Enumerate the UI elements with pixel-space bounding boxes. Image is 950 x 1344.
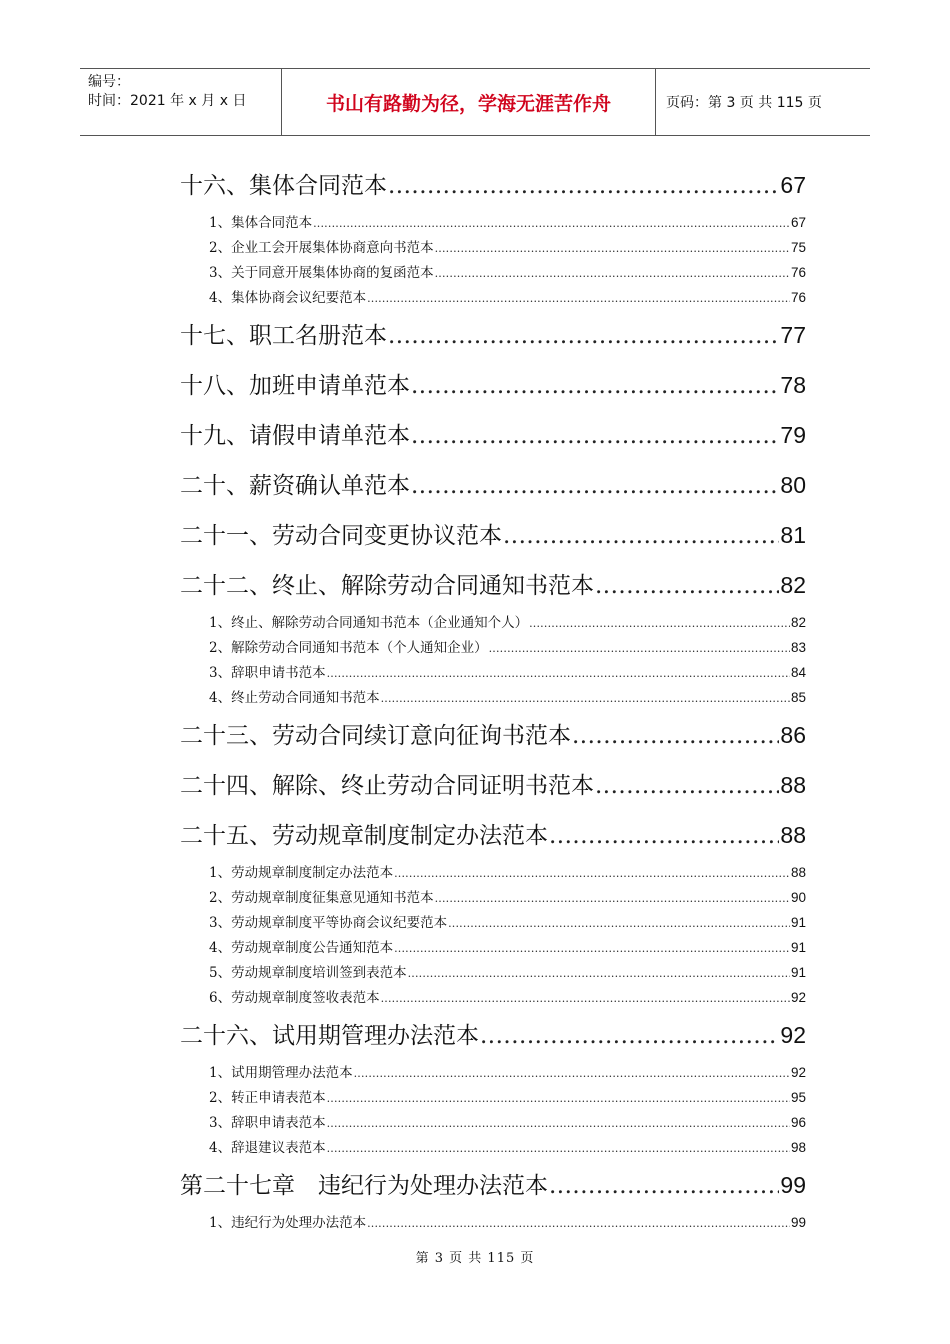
toc-entry-title: 二十六、试用期管理办法范本 [180, 1023, 479, 1049]
toc-leader-dots [388, 311, 779, 361]
toc-entry-page: 95 [790, 1090, 806, 1105]
toc-entry-page: 92 [790, 1065, 806, 1080]
toc-section-entry[interactable] [180, 910, 806, 935]
toc-entry-title: 十六、集体合同范本 [180, 173, 387, 199]
toc-chapter-entry[interactable] [180, 710, 806, 760]
toc-entry-title: 十七、职工名册范本 [180, 323, 387, 349]
toc-entry-page: 84 [790, 665, 806, 680]
toc-leader-dots [367, 286, 790, 311]
toc-section-entry[interactable] [180, 1110, 806, 1135]
toc-chapter-entry[interactable] [180, 360, 806, 410]
toc-entry-title: 3、关于同意开展集体协商的复函范本 [209, 265, 434, 281]
toc-section-entry[interactable] [180, 1210, 806, 1235]
toc-leader-dots [313, 211, 790, 236]
toc-entry-page: 76 [790, 290, 806, 305]
toc-entry-page: 67 [790, 215, 806, 230]
toc-entry-title: 1、试用期管理办法范本 [209, 1065, 353, 1081]
toc-entry-title: 3、辞职申请书范本 [209, 665, 326, 681]
toc-entry-page: 88 [780, 772, 806, 798]
toc-chapter-entry[interactable] [180, 760, 806, 810]
toc-entry-title: 4、终止劳动合同通知书范本 [209, 690, 380, 706]
toc-leader-dots [327, 1111, 790, 1136]
toc-entry-page: 82 [780, 572, 806, 598]
toc-entry-title: 5、劳动规章制度培训签到表范本 [209, 965, 407, 981]
toc-entry-page: 81 [780, 522, 806, 548]
toc-entry-page: 88 [780, 822, 806, 848]
toc-leader-dots [503, 511, 779, 561]
toc-leader-dots [327, 1086, 790, 1111]
toc-entry-title: 6、劳动规章制度签收表范本 [209, 990, 380, 1006]
toc-chapter-entry[interactable] [180, 510, 806, 560]
toc-entry-title: 1、终止、解除劳动合同通知书范本（企业通知个人） [209, 615, 529, 631]
toc-entry-page: 96 [790, 1115, 806, 1130]
toc-entry-page: 92 [790, 990, 806, 1005]
toc-entry-title: 3、辞职申请表范本 [209, 1115, 326, 1131]
document-header [80, 68, 870, 136]
toc-section-entry[interactable] [180, 860, 806, 885]
toc-leader-dots [549, 1161, 779, 1211]
toc-entry-page: 86 [780, 722, 806, 748]
toc-leader-dots [367, 1211, 790, 1236]
toc-chapter-entry[interactable] [180, 160, 806, 210]
toc-entry-title: 第二十七章 违纪行为处理办法范本 [180, 1173, 548, 1199]
toc-entry-page: 99 [790, 1215, 806, 1230]
toc-entry-page: 78 [780, 372, 806, 398]
toc-leader-dots [327, 1136, 790, 1161]
toc-leader-dots [394, 936, 790, 961]
toc-section-entry[interactable] [180, 935, 806, 960]
toc-leader-dots [529, 611, 790, 636]
toc-entry-page: 91 [790, 965, 806, 980]
header-meta [80, 69, 282, 135]
toc-section-entry[interactable] [180, 285, 806, 310]
toc-section-entry[interactable] [180, 1085, 806, 1110]
toc-chapter-entry[interactable] [180, 1010, 806, 1060]
toc-entry-title: 十八、加班申请单范本 [180, 373, 410, 399]
toc-leader-dots [549, 811, 779, 861]
toc-leader-dots [435, 236, 790, 261]
toc-entry-title: 1、集体合同范本 [209, 215, 313, 231]
toc-chapter-entry[interactable] [180, 410, 806, 460]
toc-section-entry[interactable] [180, 660, 806, 685]
toc-leader-dots [381, 986, 790, 1011]
toc-entry-title: 2、劳动规章制度征集意见通知书范本 [209, 890, 434, 906]
toc-section-entry[interactable] [180, 1060, 806, 1085]
toc-leader-dots [595, 761, 779, 811]
toc-entry-title: 2、企业工会开展集体协商意向书范本 [209, 240, 434, 256]
toc-entry-page: 88 [790, 865, 806, 880]
toc-chapter-entry[interactable] [180, 810, 806, 860]
toc-entry-page: 67 [780, 172, 806, 198]
toc-leader-dots [595, 561, 779, 611]
toc-leader-dots [411, 361, 779, 411]
toc-entry-title: 2、转正申请表范本 [209, 1090, 326, 1106]
toc-section-entry[interactable] [180, 235, 806, 260]
toc-entry-page: 75 [790, 240, 806, 255]
toc-entry-title: 二十五、劳动规章制度制定办法范本 [180, 823, 548, 849]
toc-entry-title: 二十四、解除、终止劳动合同证明书范本 [180, 773, 594, 799]
toc-leader-dots [411, 461, 779, 511]
toc-chapter-entry[interactable] [180, 1160, 806, 1210]
toc-leader-dots [411, 411, 779, 461]
toc-section-entry[interactable] [180, 685, 806, 710]
toc-leader-dots [381, 686, 790, 711]
toc-entry-page: 79 [780, 422, 806, 448]
table-of-contents [180, 160, 806, 1235]
toc-entry-title: 二十一、劳动合同变更协议范本 [180, 523, 502, 549]
toc-leader-dots [480, 1011, 779, 1061]
page-footer: 第 3 页 共 115 页 [415, 1251, 535, 1266]
toc-entry-title: 二十三、劳动合同续订意向征询书范本 [180, 723, 571, 749]
toc-entry-page: 82 [790, 615, 806, 630]
toc-section-entry[interactable] [180, 635, 806, 660]
toc-section-entry[interactable] [180, 885, 806, 910]
toc-entry-title: 二十二、终止、解除劳动合同通知书范本 [180, 573, 594, 599]
toc-chapter-entry[interactable] [180, 460, 806, 510]
toc-leader-dots [489, 636, 790, 661]
toc-entry-title: 十九、请假申请单范本 [180, 423, 410, 449]
time-label: 时间：2021 年 x 月 x 日 [88, 93, 247, 109]
toc-section-entry[interactable] [180, 985, 806, 1010]
header-motto: 书山有路勤为径，学海无涯苦作舟 [282, 69, 656, 135]
toc-entry-title: 1、劳动规章制度制定办法范本 [209, 865, 394, 881]
toc-entry-page: 90 [790, 890, 806, 905]
toc-entry-title: 4、集体协商会议纪要范本 [209, 290, 367, 306]
toc-entry-page: 76 [790, 265, 806, 280]
toc-entry-page: 80 [780, 472, 806, 498]
toc-leader-dots [327, 661, 790, 686]
toc-entry-page: 99 [780, 1172, 806, 1198]
toc-leader-dots [435, 886, 790, 911]
toc-chapter-entry[interactable] [180, 310, 806, 360]
toc-leader-dots [572, 711, 779, 761]
number-label: 编号： [88, 74, 130, 90]
toc-leader-dots [394, 861, 790, 886]
toc-section-entry[interactable] [180, 960, 806, 985]
toc-entry-title: 二十、薪资确认单范本 [180, 473, 410, 499]
toc-leader-dots [408, 961, 790, 986]
toc-entry-title: 4、辞退建议表范本 [209, 1140, 326, 1156]
toc-entry-page: 98 [790, 1140, 806, 1155]
toc-entry-page: 91 [790, 915, 806, 930]
toc-entry-page: 83 [790, 640, 806, 655]
toc-leader-dots [435, 261, 790, 286]
toc-section-entry[interactable] [180, 260, 806, 285]
toc-leader-dots [354, 1061, 790, 1086]
toc-section-entry[interactable] [180, 610, 806, 635]
toc-section-entry[interactable] [180, 1135, 806, 1160]
toc-entry-title: 3、劳动规章制度平等协商会议纪要范本 [209, 915, 448, 931]
toc-entry-page: 91 [790, 940, 806, 955]
toc-leader-dots [388, 161, 779, 211]
toc-leader-dots [448, 911, 790, 936]
toc-entry-title: 2、解除劳动合同通知书范本（个人通知企业） [209, 640, 488, 656]
toc-entry-page: 92 [780, 1022, 806, 1048]
toc-chapter-entry[interactable] [180, 560, 806, 610]
toc-entry-title: 4、劳动规章制度公告通知范本 [209, 940, 394, 956]
header-page-info: 页码：第 3 页 共 115 页 [666, 95, 822, 111]
toc-section-entry[interactable] [180, 210, 806, 235]
toc-entry-title: 1、违纪行为处理办法范本 [209, 1215, 367, 1231]
toc-entry-page: 85 [790, 690, 806, 705]
toc-entry-page: 77 [780, 322, 806, 348]
